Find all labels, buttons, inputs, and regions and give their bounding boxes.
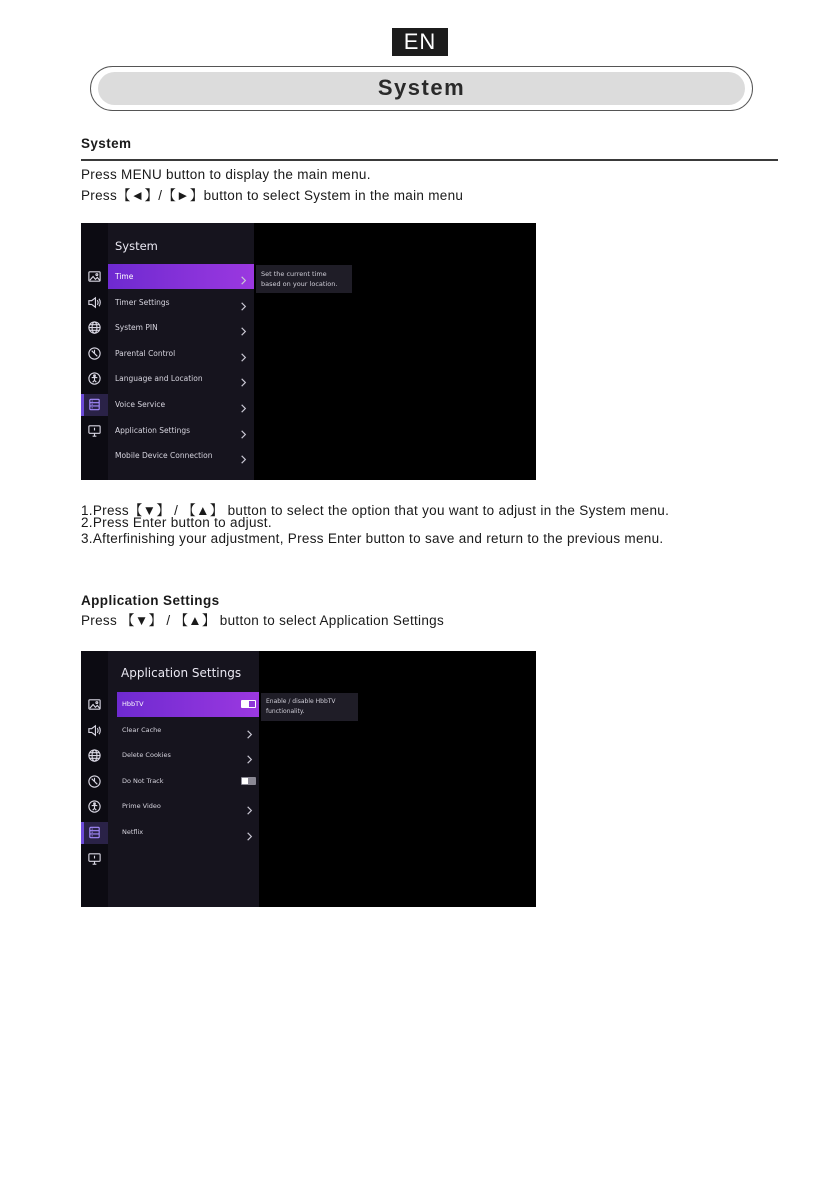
tv-menu-item-label: System PIN xyxy=(115,323,158,333)
tv-menu-item[interactable] xyxy=(117,743,259,768)
tv-menu-item-label: Do Not Track xyxy=(122,776,164,785)
tv-menu-item[interactable] xyxy=(108,290,254,315)
tv-menu-item[interactable] xyxy=(108,341,254,366)
tv-system-menu-screenshot xyxy=(81,223,536,480)
sound-icon[interactable] xyxy=(87,723,102,738)
tv-description-line: based on your location. xyxy=(261,280,338,288)
step-line: 3.Afterfinishing your adjustment, Press Enter button to save and return to the previous menu. xyxy=(81,531,664,546)
accessibility-icon[interactable] xyxy=(87,799,102,814)
network-icon[interactable] xyxy=(87,320,102,335)
tv-description-line: Enable / disable HbbTV xyxy=(266,698,336,705)
page-title-banner xyxy=(90,66,753,111)
picture-icon[interactable] xyxy=(87,697,102,712)
page-title: System xyxy=(98,72,745,105)
tv-menu-item[interactable] xyxy=(117,820,259,845)
tv-menu-item-label: Timer Settings xyxy=(115,297,170,307)
rail-active-indicator xyxy=(81,822,84,844)
tv-menu-item-label: Clear Cache xyxy=(122,725,162,734)
step-line: 2.Press Enter button to adjust. xyxy=(81,515,272,530)
tv-menu-item-label: Voice Service xyxy=(115,400,166,409)
picture-icon[interactable] xyxy=(87,269,102,284)
tv-menu-item[interactable] xyxy=(108,443,254,468)
instruction-line: Press MENU button to display the main menu. xyxy=(81,167,371,182)
chevron-right-icon xyxy=(244,801,255,812)
section-heading-application-settings: Application Settings xyxy=(81,593,220,608)
tv-menu-item[interactable] xyxy=(117,692,259,717)
toggle-knob xyxy=(249,701,255,707)
support-icon[interactable] xyxy=(87,851,102,866)
tv-menu-item[interactable] xyxy=(117,794,259,819)
chevron-right-icon xyxy=(238,373,249,384)
step-line: 1.Press【▼】 / 【▲】 button to select the option that you want to adjust in the System menu. xyxy=(81,503,670,518)
power-icon[interactable] xyxy=(87,774,102,789)
toggle-knob xyxy=(242,778,248,784)
tv-menu-title: System xyxy=(115,239,158,253)
tv-description-box xyxy=(261,693,358,721)
rail-active-indicator xyxy=(81,394,84,416)
chevron-right-icon xyxy=(244,827,255,838)
accessibility-icon[interactable] xyxy=(87,371,102,386)
tv-menu-item-label: Parental Control xyxy=(115,348,176,358)
tv-menu-item-label: Prime Video xyxy=(122,802,161,811)
tv-menu-item-label: Application Settings xyxy=(115,425,191,435)
tv-menu-item-label: HbbTV xyxy=(122,700,144,708)
system-icon[interactable] xyxy=(87,825,102,840)
tv-description-box xyxy=(256,265,352,293)
tv-menu-item[interactable] xyxy=(108,264,254,289)
chevron-right-icon xyxy=(238,271,249,282)
power-icon[interactable] xyxy=(87,346,102,361)
chevron-right-icon xyxy=(238,322,249,333)
tv-menu-item[interactable] xyxy=(108,366,254,391)
tv-menu-item[interactable] xyxy=(117,718,259,743)
chevron-right-icon xyxy=(244,750,255,761)
tv-description-line: functionality. xyxy=(266,708,305,715)
instruction-line: Press【◄】/【►】button to select System in the main menu xyxy=(81,188,464,203)
tv-menu-title: Application Settings xyxy=(121,666,242,680)
tv-description-line: Set the current time xyxy=(261,270,327,278)
tv-menu-item-label: Language and Location xyxy=(115,374,203,384)
sound-icon[interactable] xyxy=(87,295,102,310)
tv-menu-item-label: Delete Cookies xyxy=(122,751,171,760)
support-icon[interactable] xyxy=(87,423,102,438)
tv-application-settings-screenshot xyxy=(81,651,536,907)
network-icon[interactable] xyxy=(87,748,102,763)
tv-menu-item-label: Netflix xyxy=(122,828,144,836)
section-heading-system: System xyxy=(81,136,132,151)
chevron-right-icon xyxy=(238,399,249,410)
toggle-switch[interactable] xyxy=(241,777,256,785)
tv-menu-item[interactable] xyxy=(117,769,259,794)
tv-menu-item-label: Time xyxy=(115,272,134,281)
tv-menu-item-label: Mobile Device Connection xyxy=(115,451,213,461)
language-badge: EN xyxy=(392,28,448,56)
section-divider xyxy=(81,159,778,161)
tv-menu-item[interactable] xyxy=(108,418,254,443)
instruction-line: Press 【▼】 / 【▲】 button to select Application Settings xyxy=(81,613,445,628)
chevron-right-icon xyxy=(238,425,249,436)
tv-menu-item[interactable] xyxy=(108,392,254,417)
chevron-right-icon xyxy=(244,725,255,736)
tv-menu-item[interactable] xyxy=(108,315,254,340)
toggle-switch[interactable] xyxy=(241,700,256,708)
system-icon[interactable] xyxy=(87,397,102,412)
chevron-right-icon xyxy=(238,297,249,308)
chevron-right-icon xyxy=(238,348,249,359)
chevron-right-icon xyxy=(238,450,249,461)
